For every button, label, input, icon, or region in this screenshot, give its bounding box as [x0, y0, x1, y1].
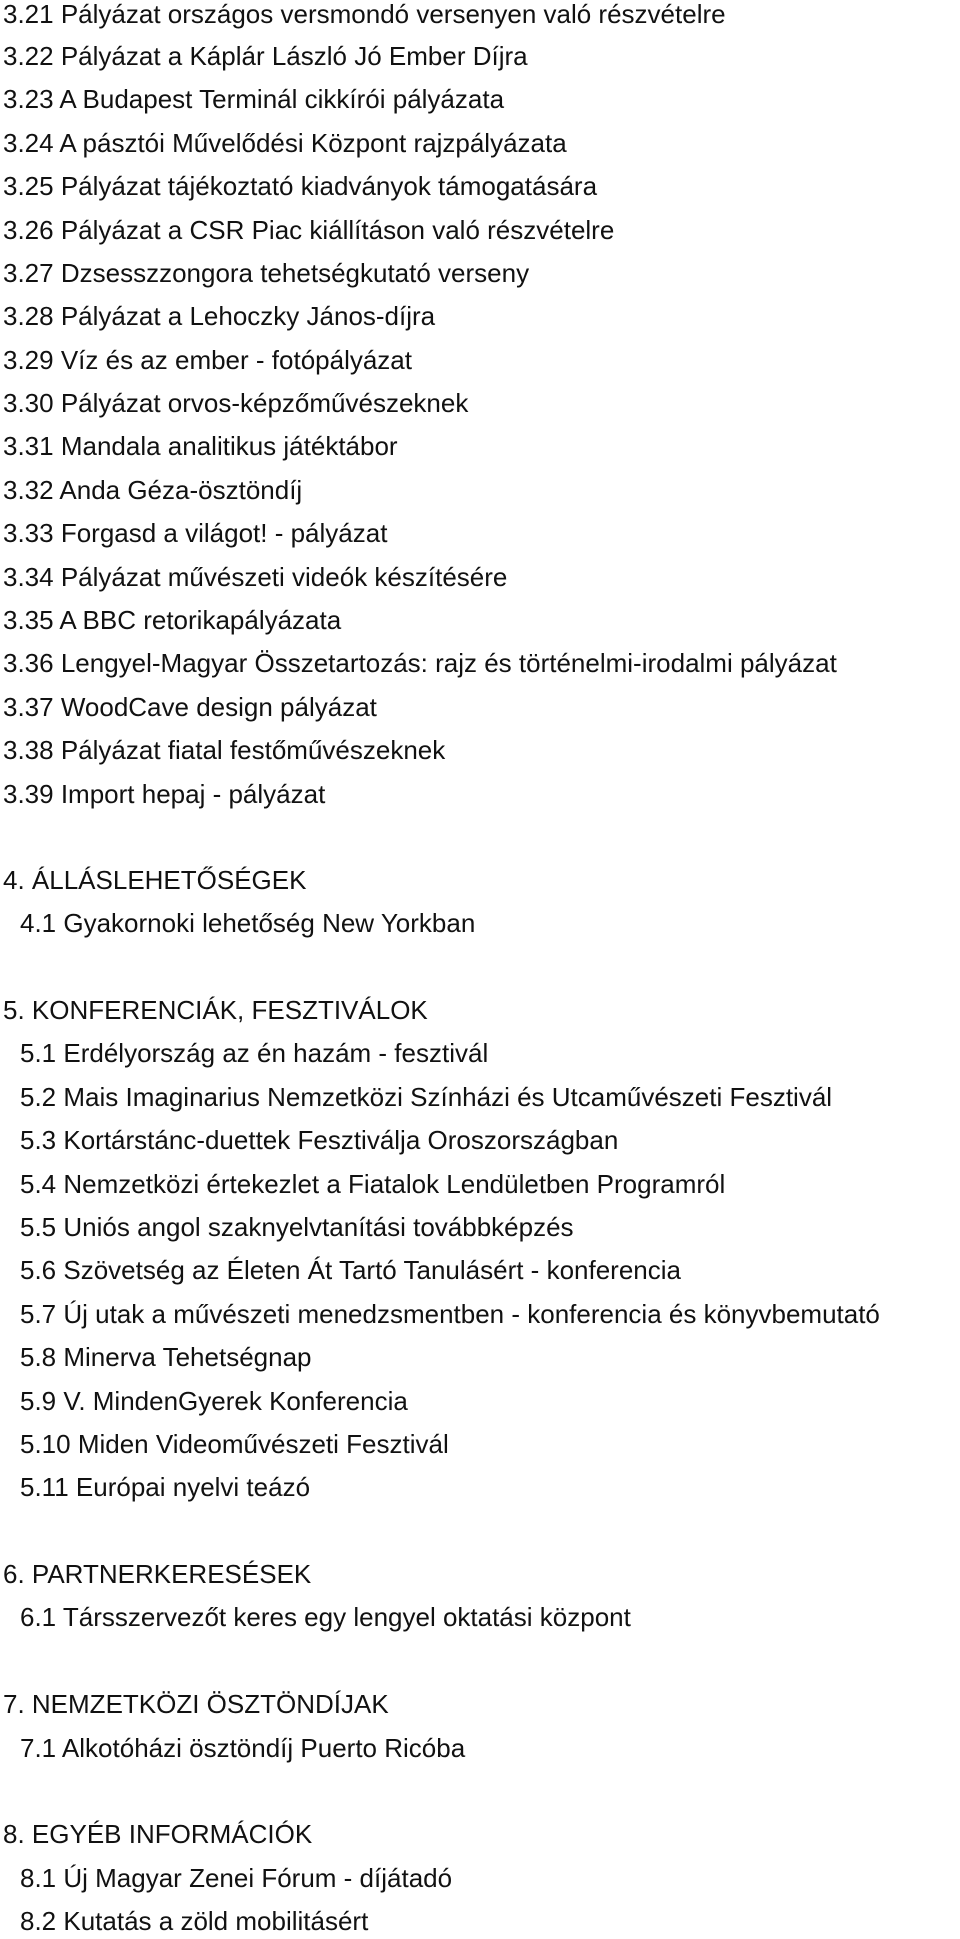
toc-item: 3.21 Pályázat országos versmondó versenyen való részvételre [3, 0, 726, 29]
toc-item: 5.6 Szövetség az Életen Át Tartó Tanulásért - konferencia [20, 1255, 681, 1285]
toc-item: 3.29 Víz és az ember - fotópályázat [3, 345, 412, 375]
toc-item: 3.24 A pásztói Művelődési Központ rajzpályázata [3, 128, 567, 158]
section-heading-8: 8. EGYÉB INFORMÁCIÓK [3, 1819, 313, 1849]
toc-item: 5.2 Mais Imaginarius Nemzetközi Színházi és Utcaművészeti Fesztivál [20, 1082, 833, 1112]
toc-item: 3.39 Import hepaj - pályázat [3, 779, 326, 809]
toc-item: 5.11 Európai nyelvi teázó [20, 1472, 311, 1502]
toc-item: 3.30 Pályázat orvos-képzőművészeknek [3, 388, 469, 418]
toc-item: 5.1 Erdélyország az én hazám - fesztivál [20, 1038, 489, 1068]
toc-item: 3.22 Pályázat a Káplár László Jó Ember Díjra [3, 41, 528, 71]
toc-item: 5.8 Minerva Tehetségnap [20, 1342, 312, 1372]
toc-item: 8.2 Kutatás a zöld mobilitásért [20, 1906, 369, 1936]
section-heading-6: 6. PARTNERKERESÉSEK [3, 1559, 312, 1589]
section-heading-7: 7. NEMZETKÖZI ÖSZTÖNDÍJAK [3, 1689, 389, 1719]
toc-item: 5.10 Miden Videoművészeti Fesztivál [20, 1429, 449, 1459]
toc-item: 7.1 Alkotóházi ösztöndíj Puerto Ricóba [20, 1733, 466, 1763]
toc-item: 5.3 Kortárstánc-duettek Fesztiválja Oroszországban [20, 1125, 619, 1155]
section-heading-4: 4. ÁLLÁSLEHETŐSÉGEK [3, 865, 307, 895]
toc-item: 5.4 Nemzetközi értekezlet a Fiatalok Lendületben Programról [20, 1169, 726, 1199]
toc-item: 3.31 Mandala analitikus játéktábor [3, 431, 398, 461]
toc-item: 3.26 Pályázat a CSR Piac kiállításon való részvételre [3, 215, 615, 245]
toc-item: 3.27 Dzsesszzongora tehetségkutató verseny [3, 258, 530, 288]
toc-item: 3.38 Pályázat fiatal festőművészeknek [3, 735, 446, 765]
toc-item: 5.9 V. MindenGyerek Konferencia [20, 1386, 408, 1416]
toc-item: 3.25 Pályázat tájékoztató kiadványok támogatására [3, 171, 598, 201]
toc-item: 3.33 Forgasd a világot! - pályázat [3, 518, 388, 548]
toc-item: 3.23 A Budapest Terminál cikkírói pályázata [3, 84, 505, 114]
toc-item: 3.37 WoodCave design pályázat [3, 692, 377, 722]
toc-item: 4.1 Gyakornoki lehetőség New Yorkban [20, 908, 476, 938]
toc-item: 6.1 Társszervezőt keres egy lengyel oktatási központ [20, 1602, 631, 1632]
toc-item: 5.5 Uniós angol szaknyelvtanítási továbbképzés [20, 1212, 574, 1242]
toc-item: 3.34 Pályázat művészeti videók készítésére [3, 562, 508, 592]
toc-item: 3.28 Pályázat a Lehoczky János-díjra [3, 301, 436, 331]
toc-item: 8.1 Új Magyar Zenei Fórum - díjátadó [20, 1863, 453, 1893]
toc-item: 3.35 A BBC retorikapályázata [3, 605, 342, 635]
section-heading-5: 5. KONFERENCIÁK, FESZTIVÁLOK [3, 995, 428, 1025]
toc-item: 3.32 Anda Géza-ösztöndíj [3, 475, 303, 505]
toc-item: 5.7 Új utak a művészeti menedzsmentben - konferencia és könyvbemutató [20, 1299, 880, 1329]
toc-item: 3.36 Lengyel-Magyar Összetartozás: rajz és történelmi-irodalmi pályázat [3, 648, 837, 678]
